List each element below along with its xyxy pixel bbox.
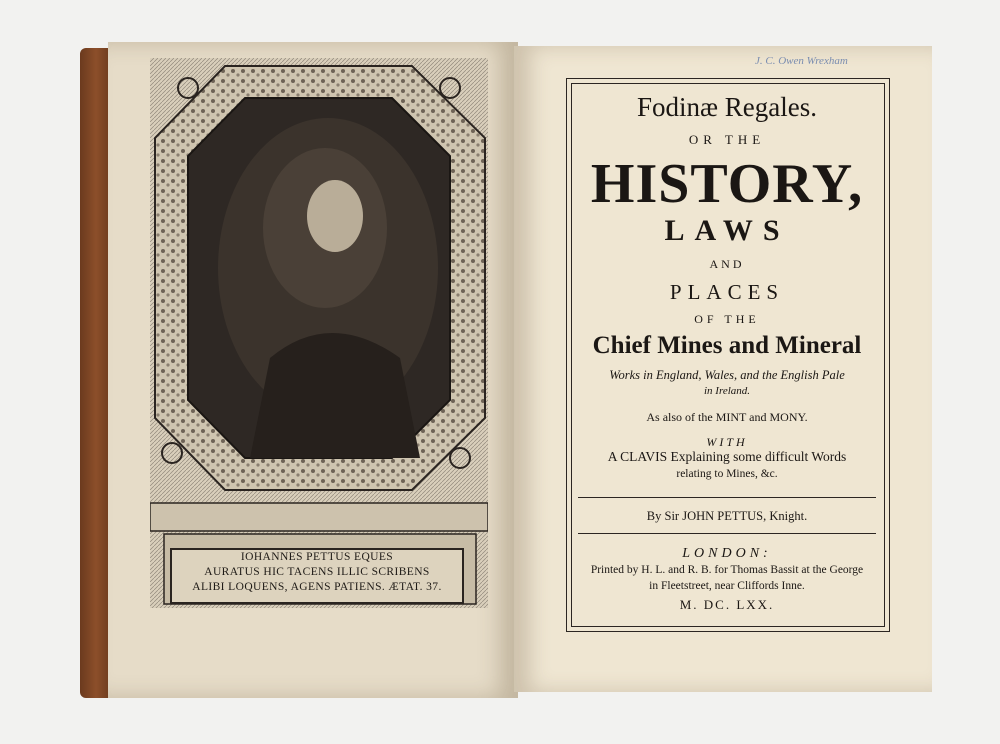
mint-line: As also of the MINT and MONY. bbox=[646, 410, 808, 424]
divider-rule bbox=[578, 533, 876, 534]
divider-rule bbox=[578, 497, 876, 498]
with-text: WITH bbox=[706, 435, 748, 449]
inscription-line: AURATUS HIC TACENS ILLIC SCRIBENS bbox=[204, 566, 430, 578]
or-the-text: OR THE bbox=[688, 132, 766, 147]
clavis-line-1: A CLAVIS Explaining some difficult Words bbox=[607, 449, 847, 464]
handwritten-ownership-note: J. C. Owen Wrexham bbox=[755, 55, 848, 67]
portrait-inscription bbox=[170, 548, 464, 604]
laws-heading: LAWS bbox=[664, 214, 790, 247]
inscription-line: IOHANNES PETTUS EQUES bbox=[240, 551, 394, 563]
and-text: AND bbox=[709, 257, 745, 271]
clavis-line-2: relating to Mines, &c. bbox=[676, 468, 778, 480]
inscription-line: ALIBI LOQUENS, AGENS PATIENS. ÆTAT. 37. bbox=[192, 581, 442, 593]
imprint-line-1: Printed by H. L. and R. B. for Thomas Bassit at the George bbox=[590, 564, 864, 576]
chief-mines-heading: Chief Mines and Mineral bbox=[592, 332, 862, 359]
imprint-city: LONDON: bbox=[682, 546, 772, 561]
works-line-1: Works in England, Wales, and the English Pale bbox=[609, 368, 845, 382]
imprint-line-2: in Fleetstreet, near Cliffords Inne. bbox=[649, 580, 805, 592]
imprint-year: M. DC. LXX. bbox=[679, 597, 775, 612]
places-heading: PLACES bbox=[669, 280, 785, 304]
book-title: Fodinæ Regales. bbox=[637, 92, 817, 122]
works-line-2: in Ireland. bbox=[703, 385, 751, 397]
history-heading: HISTORY, bbox=[590, 153, 864, 215]
author-line: By Sir JOHN PETTUS, Knight. bbox=[646, 509, 808, 523]
of-the-text: OF THE bbox=[694, 312, 760, 326]
octagonal-portrait-frame bbox=[150, 58, 488, 608]
